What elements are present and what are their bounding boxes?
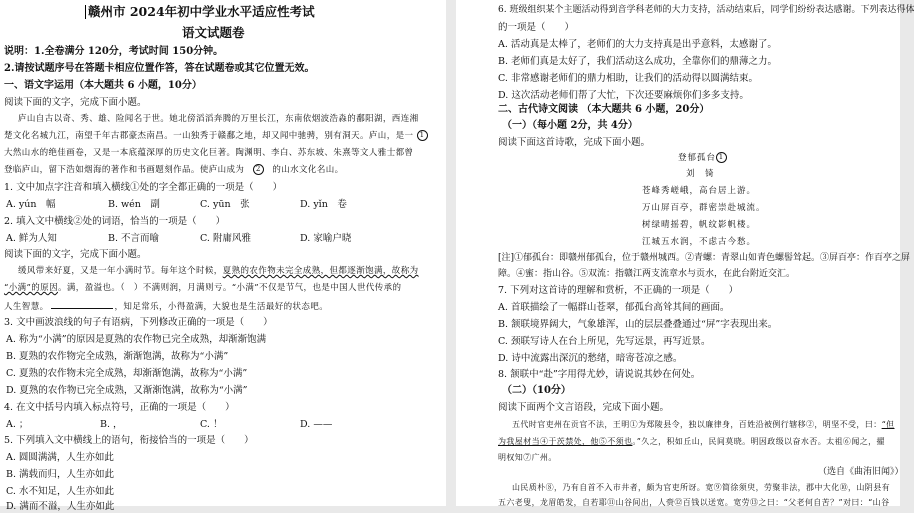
question-2: 2. 填入文中横线②处的词语，恰当的一项是（ ） [4, 216, 226, 227]
q4-option-a[interactable]: A. ； [6, 419, 29, 430]
exam-title: 赣州市 2024年初中学业水平适应性考试 [88, 4, 315, 19]
left-page [0, 0, 446, 512]
poem-line-3: 树绿晴摇碧，帆纹影帆楼。 [642, 220, 757, 230]
note-1: 说明：1.全卷满分 120分，考试时间 150分钟。 [4, 46, 224, 57]
q7-option-d[interactable]: D. 诗中流露出深沉的愁绪，暗寄苍凉之感。 [498, 353, 683, 364]
marker-2-icon: 2 [253, 164, 264, 175]
section-1-heading: 一、语文字运用（本大题共 6 小题，10分） [4, 80, 202, 91]
q3-option-c[interactable]: C. 夏熟的农作物未完全成熟，却渐渐饱满，故称为“小满” [6, 368, 248, 379]
question-6: 6. 班级组织某个主题活动得到音学科老师的大力支持，活动结束后，同学们纷纷表达感谢。下列表达得体 [498, 5, 914, 15]
q4-option-d[interactable]: D. —— [300, 419, 333, 430]
q2-option-d[interactable]: D. 家喻户晓 [300, 233, 352, 244]
q5-option-c[interactable]: C. 水不知足，人生亦如此 [6, 486, 114, 497]
poem-author: 刘 锜 [686, 169, 715, 179]
q3-option-a[interactable]: A. 称为“小满”的原因是夏熟的农作物已完全成熟，却渐渐饱满 [6, 334, 267, 345]
q3-option-b[interactable]: B. 夏熟的农作物完全成熟，渐渐饱满，故称为“小满” [6, 351, 229, 362]
q7-option-a[interactable]: A. 首联描绘了一幅群山苍翠，郁孤台高耸其间的画面。 [498, 302, 730, 313]
passage-2-line-2: “小满”的原因。满，盈溢也。（ ）不满则润，月满则亏。“小满”不仅是节气，也是中国人世代传承的 [4, 283, 402, 293]
question-3: 3. 文中画波浪线的句子有语病，下列修改正确的一项是（ ） [4, 317, 273, 328]
reading-instruction-1: 阅读下面的文字，完成下面小题。 [4, 97, 147, 108]
source-citation: （选自《曲洧旧闻》） [818, 467, 904, 477]
classical-2-line-2: 五六老叟，龙眉皓发，自若耶⑪山谷间出，人赍⑫百钱以送宽。宽劳⑬之曰：“父老何自苦？”对曰：“山谷 [498, 498, 890, 507]
classical-1-line-1: 五代时官吏州在贡官不法，王明①为郑陵县令，独以廉律身，百姓沿被例行辖移②，明坚不受，曰：“但 [512, 420, 895, 429]
subsection-1-heading: （一）（每小题 2分，共 4分） [502, 120, 638, 131]
passage-2-line-3: 人生智慧。 ，知足常乐，小得盈满，大貌也是生活最好的状态吧。 [4, 299, 328, 314]
question-1: 1. 文中加点字注音和填入横线①处的字全都正确的一项是（ ） [4, 182, 283, 193]
subsection-2-heading: （二）（10分） [502, 385, 571, 396]
right-page [456, 0, 914, 507]
passage-1-line-2: 楚文化名城九江，南望千年古郡豪杰南昌。一山独秀于赣鄱之地，却又闻中驰骋，别有洞天。庐山，是一 1 [4, 130, 428, 143]
poem-title: 登郁孤台 1 [678, 152, 727, 165]
q2-option-a[interactable]: A. 鲜为人知 [6, 233, 57, 244]
q1-option-a[interactable]: A. yún 幅 [6, 199, 56, 210]
question-6-cont: 的一项是（ ） [498, 22, 575, 33]
q5-option-a[interactable]: A. 圆圆满满，人生亦如此 [6, 452, 114, 463]
passage-1-line-1: 庐山自古以奇、秀、雄、险闻名于世。她北傍滔滔奔腾的万里长江，东南依烟波浩淼的鄱阳湖，西连湘 [18, 114, 419, 124]
reading-instruction-3: 阅读下面这首诗歌，完成下面小题。 [498, 137, 651, 148]
q7-option-b[interactable]: B. 颔联境界阔大，气象雄浑，山的层层叠叠通过“屏”字表现出来。 [498, 319, 778, 330]
q1-option-c[interactable]: C. yūn 张 [200, 199, 250, 210]
passage-1-line-4: 登临庐山，留下浩如烟海的著作和书画题刻作品。使庐山成为 2 的山水文化名山。 [4, 165, 344, 175]
q4-option-b[interactable]: B. ， [100, 419, 123, 430]
poem-note-line-1: [注]①郁孤台：即赣州郁孤台，位于赣州城西。②青螺：青翠山如青色螺髻耸起。③屏百亭：作百亭之屏 [498, 253, 911, 263]
q2-option-c[interactable]: C. 附庸风雅 [200, 233, 251, 244]
passage-1-line-3: 大然山水的绝佳画卷，又是一本底蕴深厚的历史文化巨著。陶渊明、李白、苏东坡、朱熹等文人雅士都曾 [4, 148, 414, 158]
note-2: 2.请按试题序号在答题卡相应位置作答，答在试题卷或其它位置无效。 [4, 63, 315, 74]
poem-line-4: 江城五水润，不虑古今愁。 [642, 237, 757, 247]
section-2-heading: 二、古代诗文阅读 （本大题共 6 小题，20分） [498, 104, 710, 115]
classical-1-line-3: 明权知⑦广州。 [498, 453, 557, 462]
q4-option-c[interactable]: C. ！ [200, 419, 223, 430]
classical-2-line-1: 山民质朴⑧，乃有自首不入市井者，颇为官吏所讶。宽⑨简徐须臾，劳聚非法，郡中大化⑩，山阴县有 [512, 483, 890, 492]
q7-option-c[interactable]: C. 颈联写诗人在台上所见，先写远景，再写近景。 [498, 336, 711, 347]
question-5: 5. 下列填入文中横线上的语句，衔接恰当的一项是（ ） [4, 435, 254, 446]
poem-line-2: 万山屏百亭，群密崇赴城流。 [642, 203, 766, 213]
poem-note-line-2: 障。④蜜：指山谷。⑤双流：指赣江两支流章水与贡水，在此台附近交汇。 [498, 269, 796, 279]
text-cursor [85, 5, 86, 19]
q1-option-b[interactable]: B. wén 副 [108, 199, 160, 210]
reading-instruction-2: 阅读下面的文字，完成下面小题。 [4, 249, 147, 260]
q6-option-d[interactable]: D. 这次活动老师们帮了大忙，下次还要麻烦你们多多支持。 [498, 90, 749, 101]
q2-option-b[interactable]: B. 不言而喻 [108, 233, 160, 244]
subject-title: 语文试题卷 [182, 25, 245, 40]
q6-option-c[interactable]: C. 非常感谢老师们的鼎力相助，让我们的活动得以圆满结束。 [498, 73, 758, 84]
q3-option-d[interactable]: D. 夏熟的农作物已完全成熟，又渐渐饱满，故称为“小满” [6, 385, 248, 396]
classical-1-line-2: 为我屋材当④于茨禁处，他⑤不须也。”久之，积如丘山，民间莫晓。明因政级以奋水否。太祖⑥闻之，擢 [498, 437, 885, 446]
question-8: 8. 颔联中“赴”字用得尤妙，请说说其妙在何处。 [498, 369, 701, 380]
q5-option-d[interactable]: D. 满而不溢，人生亦如此 [6, 501, 115, 512]
reading-instruction-4: 阅读下面两个文言语段，完成下面小题。 [498, 402, 670, 413]
passage-2-line-1: 缓风带来好夏，又是一年小满时节。每年这个时候，夏熟的农作物未完全成熟，但都逐渐饱满，故称为 [18, 266, 419, 276]
question-7: 7. 下列对这首诗的理解和赏析，不正确的一项是（ ） [498, 285, 739, 296]
question-4: 4. 在文中括号内填入标点符号，正确的一项是（ ） [4, 402, 235, 413]
marker-1-icon: 1 [716, 152, 727, 163]
q5-option-b[interactable]: B. 满载而归，人生亦如此 [6, 469, 115, 480]
q6-option-a[interactable]: A. 活动真是太棒了，老师们的大力支持真是出乎意料，太感谢了。 [498, 39, 777, 50]
q1-option-d[interactable]: D. yǐn 卷 [300, 199, 347, 210]
poem-line-1: 苍峰秀嵯峨，高台居上游。 [642, 186, 757, 196]
marker-1-icon: 1 [417, 130, 428, 141]
q6-option-b[interactable]: B. 老师们真是太好了，我们活动这么成功，全靠你们的鼎薄之力。 [498, 56, 778, 67]
